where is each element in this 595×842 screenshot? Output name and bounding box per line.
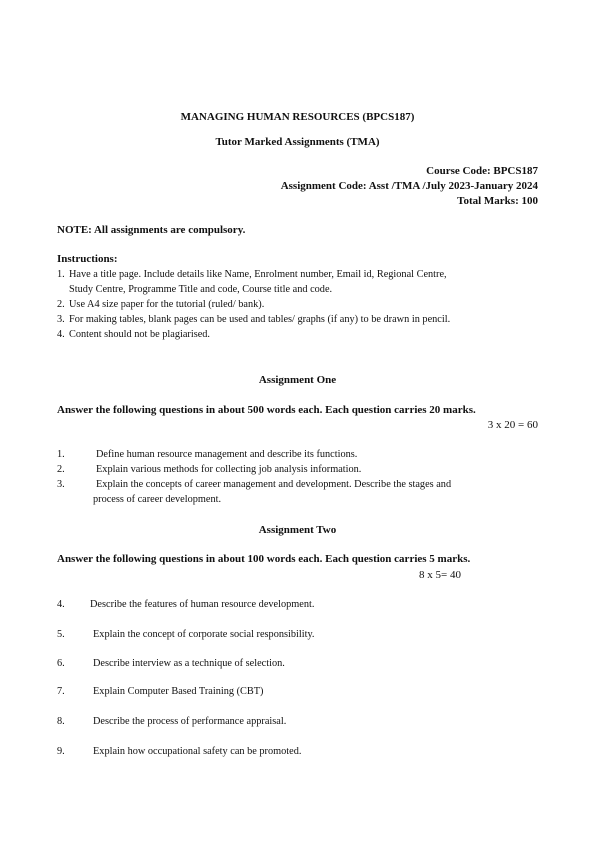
instruction-text: Use A4 size paper for the tutorial (ruled/ bank).	[69, 299, 265, 310]
question-text: Define human resource management and describe its functions.	[96, 449, 358, 460]
instruction-number: 1.	[57, 269, 65, 280]
question-text: Explain various methods for collecting job analysis information.	[96, 464, 362, 475]
question-text: process of career development.	[93, 494, 222, 505]
assignment-code: Assignment Code: Asst /TMA /July 2023-January 2024	[280, 180, 538, 192]
question-number: 8.	[57, 716, 65, 727]
instruction-number: 4.	[57, 329, 65, 340]
question-number: 9.	[57, 746, 65, 757]
total-marks: Total Marks: 100	[457, 195, 538, 207]
document-title: MANAGING HUMAN RESOURCES (BPCS187)	[180, 111, 415, 123]
instruction-number: 3.	[57, 314, 65, 325]
question-text: Explain the concept of corporate social responsibility.	[93, 629, 315, 640]
instruction-number: 2.	[57, 299, 65, 310]
question-number: 7.	[57, 686, 65, 697]
assignment-two-directive: Answer the following questions in about 100 words each. Each question carries 5 marks.	[57, 553, 471, 565]
assignment-one-marks: 3 x 20 = 60	[487, 419, 538, 431]
instruction-text: Have a title page. Include details like Name, Enrolment number, Email id, Regional Centre,	[69, 269, 447, 280]
question-text: Explain the concepts of career management and development. Describe the stages and	[96, 479, 452, 490]
assignment-two-marks: 8 x 5= 40	[419, 569, 461, 581]
instruction-text: Content should not be plagiarised.	[69, 329, 210, 340]
question-number: 3.	[57, 479, 65, 490]
assignment-one-heading: Assignment One	[258, 374, 337, 386]
question-text: Explain how occupational safety can be promoted.	[93, 746, 302, 757]
question-number: 1.	[57, 449, 65, 460]
document-subtitle: Tutor Marked Assignments (TMA)	[215, 136, 380, 148]
question-text: Describe the process of performance appraisal.	[93, 716, 287, 727]
note: NOTE: All assignments are compulsory.	[57, 224, 246, 236]
course-code: Course Code: BPCS187	[426, 165, 538, 177]
question-text: Explain Computer Based Training (CBT)	[93, 686, 264, 697]
instruction-text: Study Centre, Programme Title and code, Course title and code.	[69, 284, 333, 295]
assignment-one-directive: Answer the following questions in about 500 words each. Each question carries 20 marks.	[57, 404, 476, 416]
assignment-two-heading: Assignment Two	[258, 524, 337, 536]
question-number: 4.	[57, 599, 65, 610]
question-number: 6.	[57, 658, 65, 669]
question-number: 2.	[57, 464, 65, 475]
question-number: 5.	[57, 629, 65, 640]
instruction-text: For making tables, blank pages can be used and tables/ graphs (if any) to be drawn in pencil.	[69, 314, 451, 325]
question-text: Describe interview as a technique of selection.	[93, 658, 285, 669]
instructions-heading: Instructions:	[57, 253, 118, 265]
question-text: Describe the features of human resource development.	[90, 599, 315, 610]
